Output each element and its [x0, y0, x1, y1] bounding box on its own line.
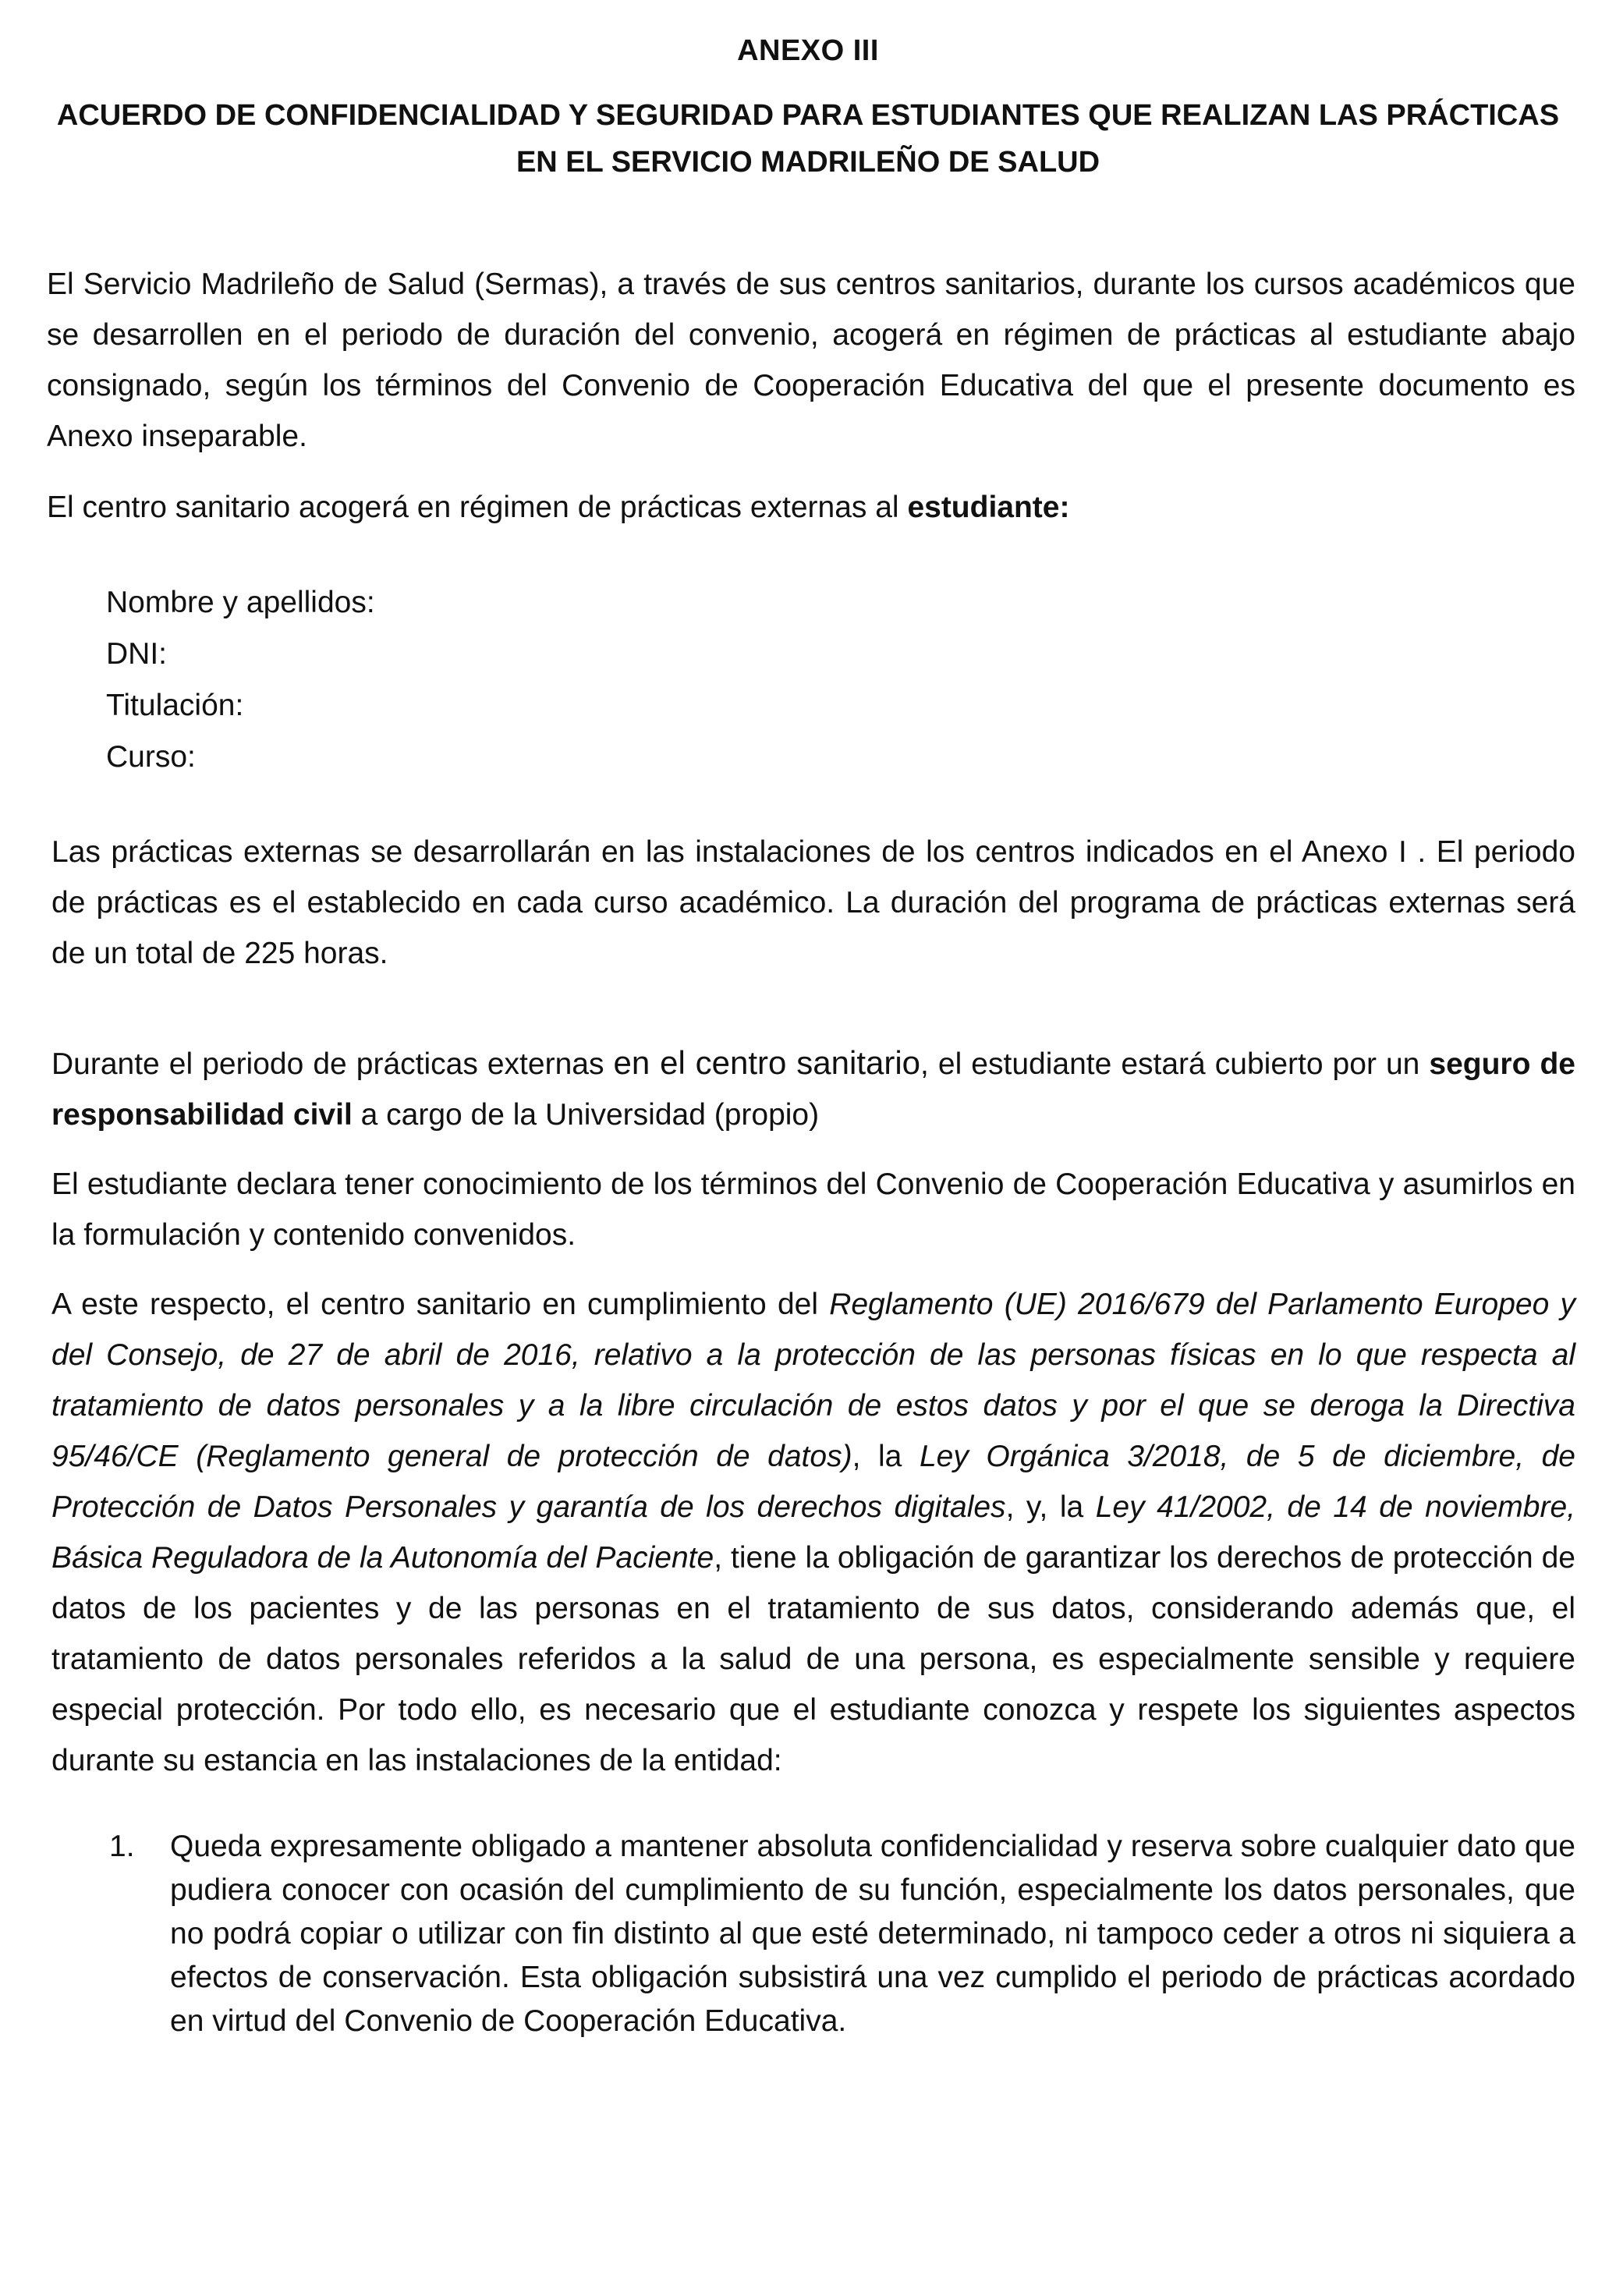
legal-organic-law: Ley Orgánica 3/2018, de 5 de diciembre, de Protección de Datos Personales y garantía de los derechos digitales [51, 1440, 1575, 1524]
document-title-line-2: EN EL SERVICIO MADRILEÑO DE SALUD [516, 146, 1100, 179]
reception-text: El centro sanitario acogerá en régimen de prácticas externas al [47, 491, 908, 524]
legal-text-4: , tiene la obligación de garantizar los derechos de protección de datos de los pacientes y de las personas en el tratamiento de sus datos, considerando además que, el tratamiento de datos personales referidos a la salud de una persona, es especialmente sensible y requiere especial protección. Por todo ello, es necesario que el estudiante conozca y respete los siguientes aspectos durante su estancia en las instalaciones de la entidad: [51, 1541, 1575, 1777]
reception-bold: estudiante: [907, 491, 1070, 524]
insurance-text-large: en el centro sanitario [613, 1044, 921, 1081]
practices-paragraph: Las prácticas externas se desarrollarán en las instalaciones de los centros indicados en el Anexo I . El periodo de prácticas es el establecido en cada curso académico. La duración del programa de prácticas externas será de un total de 225 horas. [51, 835, 1575, 970]
course-label: Curso: [106, 740, 196, 774]
legal-text-3: , y, la [1005, 1490, 1096, 1524]
insurance-text-before: Durante el periodo de prácticas externas [51, 1047, 614, 1081]
student-fields [106, 577, 375, 783]
insurance-text-middle: , el estudiante estará cubierto por un [920, 1047, 1430, 1081]
obligations-list [109, 1825, 1575, 2043]
legal-text-2: , la [852, 1440, 920, 1473]
dni-label: DNI: [106, 637, 167, 671]
degree-label: Titulación: [106, 689, 244, 722]
document-title [47, 92, 1569, 186]
document-title-line-1: ACUERDO DE CONFIDENCIALIDAD Y SEGURIDAD PARA ESTUDIANTES QUE REALIZAN LAS PRÁCTICAS [56, 99, 1560, 132]
legal-paragraph [51, 1279, 1575, 1786]
legal-regulation: Reglamento (UE) 2016/679 del Parlamento Europeo y del Consejo, de 27 de abril de 2016, relativo a la protección de las personas físicas en lo que respecta al tratamiento de datos personales y a la libre circulación de estos datos y por el que se deroga la Directiva 95/46/CE (Reglamento general de protección de datos) [51, 1288, 1575, 1473]
reception-paragraph [47, 482, 1575, 533]
insurance-bold: seguro de responsabilidad civil [51, 1047, 1575, 1132]
annex-title: ANEXO III [737, 34, 879, 67]
list-item [109, 1825, 1575, 2043]
list-item-text: Queda expresamente obligado a mantener absoluta confidencialidad y reserva sobre cualquier dato que pudiera conocer con ocasión del cumplimiento de su función, especialmente los datos personales, que no podrá copiar o utilizar con fin distinto al que esté determinado, ni tampoco ceder a otros ni siquiera a efectos de conservación. Esta obligación subsistirá una vez cumplido el periodo de prácticas acordado en virtud del Convenio de Cooperación Educativa. [170, 1830, 1575, 2038]
declaration-paragraph: El estudiante declara tener conocimiento de los términos del Convenio de Cooperación Educativa y asumirlos en la formulación y contenido convenidos. [51, 1167, 1575, 1252]
legal-patient-law: Ley 41/2002, de 14 de noviembre, Básica Reguladora de la Autonomía del Paciente [51, 1490, 1576, 1575]
insurance-paragraph [51, 1037, 1575, 1140]
intro-paragraph: El Servicio Madrileño de Salud (Sermas), a través de sus centros sanitarios, durante los cursos académicos que se desarrollen en el periodo de duración del convenio, acogerá en régimen de prácticas al estudiante abajo consignado, según los términos del Convenio de Cooperación Educativa del que el presente documento es Anexo inseparable. [47, 268, 1575, 453]
list-item-number: 1. [109, 1830, 135, 1863]
insurance-text-after: a cargo de la Universidad (propio) [352, 1098, 820, 1132]
legal-text-1: A este respecto, el centro sanitario en cumplimiento del [51, 1288, 830, 1321]
name-label: Nombre y apellidos: [106, 586, 375, 619]
